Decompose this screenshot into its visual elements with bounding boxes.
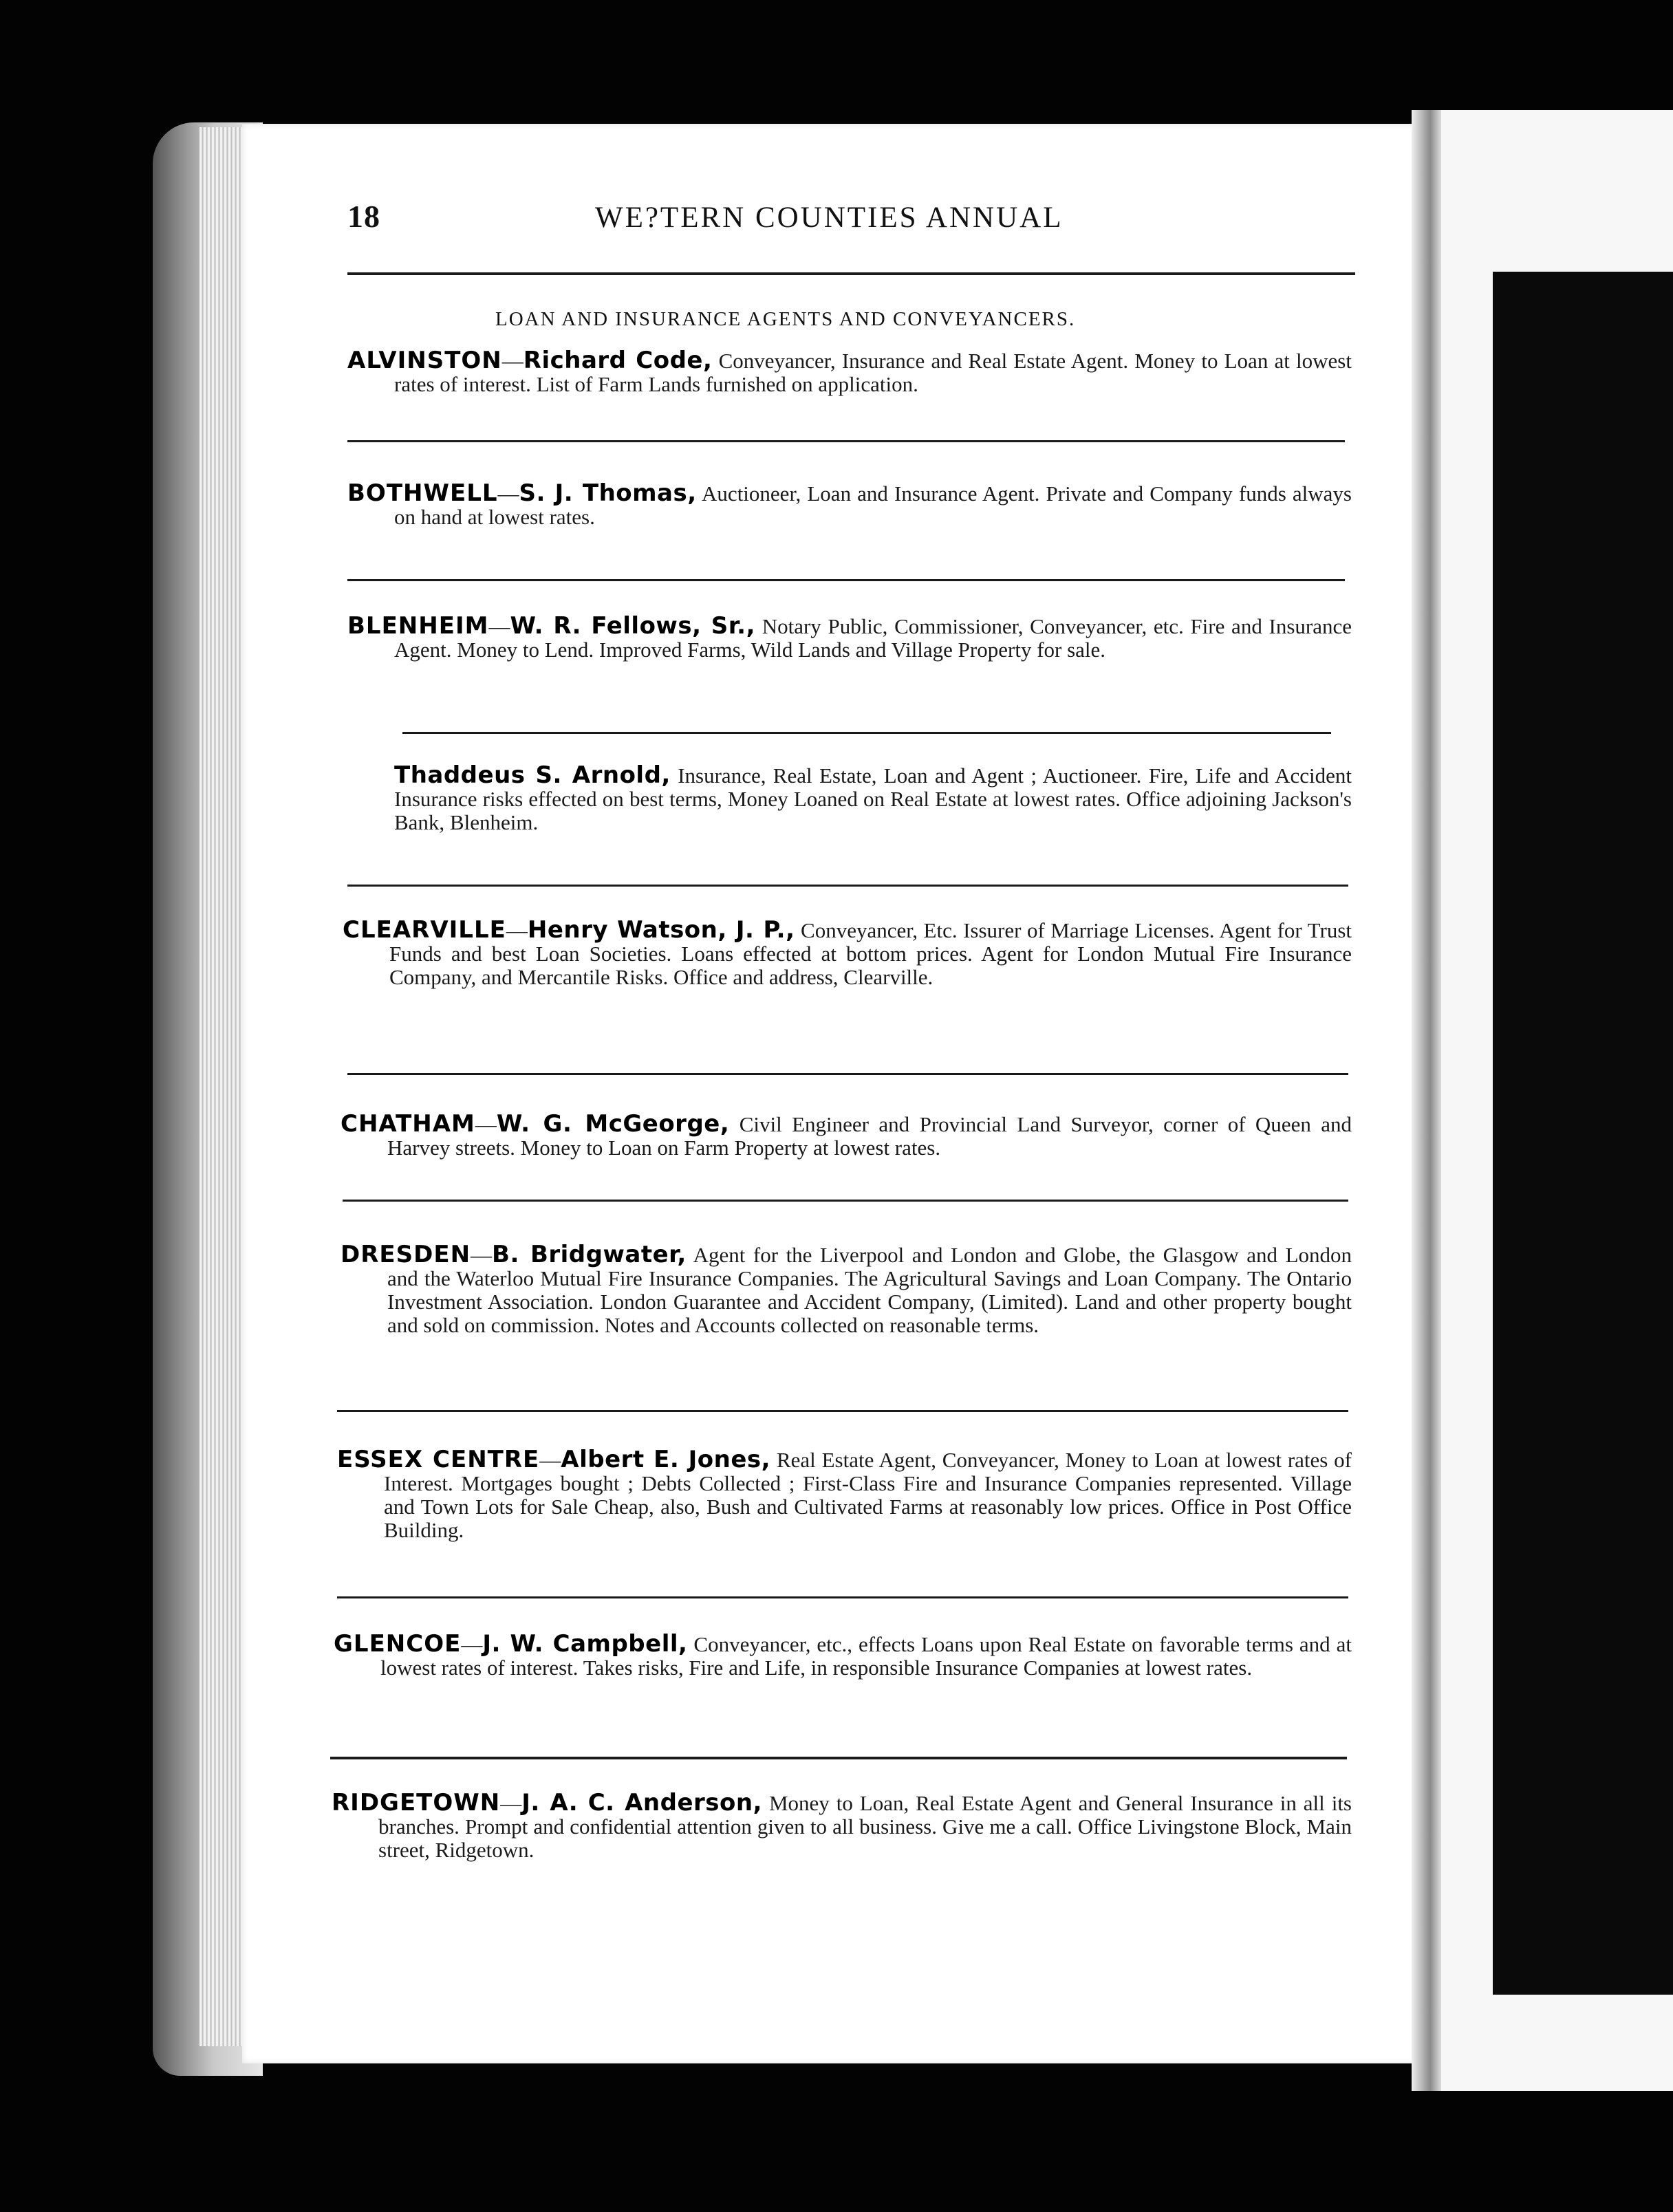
entry-place: CLEARVILLE — [343, 916, 506, 944]
entry-essex-centre — [337, 1448, 1352, 1542]
entry-place: ALVINSTON — [347, 347, 502, 374]
entry-divider — [343, 1200, 1348, 1202]
entry-place: RIDGETOWN — [332, 1789, 501, 1817]
page-number: 18 — [347, 199, 380, 234]
entry-divider — [337, 1410, 1348, 1412]
header-rule — [347, 272, 1355, 275]
entry-blenheim — [347, 614, 1352, 662]
entry-agent: J. W. Campbell, — [482, 1630, 688, 1658]
running-head — [347, 198, 1359, 246]
entry-dash: — — [500, 1791, 522, 1815]
entry-place: GLENCOE — [334, 1630, 462, 1658]
entry-place: BOTHWELL — [347, 479, 498, 507]
entry-bothwell — [347, 481, 1352, 529]
entry-text: Auctioneer, Loan and Insurance Agent. Private and Company funds always on hand at lowest rates. — [394, 481, 1352, 529]
entry-dash: — — [501, 349, 524, 373]
entry-dash: — — [488, 614, 510, 638]
entry-dash: — — [539, 1448, 561, 1472]
entry-dresden — [341, 1243, 1352, 1337]
entry-dash: — — [506, 918, 528, 942]
entry-divider — [347, 440, 1345, 442]
entry-place: ESSEX CENTRE — [337, 1446, 540, 1473]
entry-dash: — — [461, 1632, 483, 1656]
entry-agent: W. G. McGeorge, — [496, 1110, 730, 1138]
entry-glencoe — [334, 1632, 1352, 1680]
entry-dash: — — [471, 1243, 493, 1267]
entry-agent: Richard Code, — [523, 347, 713, 374]
entry-chatham — [341, 1112, 1352, 1160]
entry-divider — [347, 885, 1348, 887]
entry-place: DRESDEN — [341, 1241, 471, 1268]
entry-dash: — — [497, 481, 519, 506]
entry-alvinston — [347, 349, 1352, 396]
page-stack-edges — [199, 127, 248, 2046]
header-title: WE?TERN COUNTIES ANNUAL — [595, 202, 1064, 234]
entry-text: Insurance, Real Estate, Loan and Agent ; Auctioneer. Fire, Life and Accident Insurance risks effected on best terms, Money Loaned on Real Estate at lowest rates. Office adjoining Jackson's Bank, Blenheim. — [394, 763, 1352, 834]
entry-text: Civil Engineer and Provincial Land Surveyor, corner of Queen and Harvey streets. Money to Loan on Farm Property at lowest rates. — [387, 1112, 1352, 1160]
facing-page-dark-plate — [1493, 272, 1673, 1995]
entry-agent: W. R. Fellows, Sr., — [510, 612, 755, 640]
entry-text: Money to Loan, Real Estate Agent and General Insurance in all its branches. Prompt and confidential attention given to all business. Give me a call. Office Livingstone Block, Main street, Ridgetown. — [378, 1791, 1352, 1862]
entry-agent: Thaddeus S. Arnold, — [394, 761, 671, 789]
entry-text: Conveyancer, Insurance and Real Estate Agent. Money to Loan at lowest rates of interest. List of Farm Lands furnished on application. — [394, 349, 1352, 396]
entry-clearville — [343, 918, 1352, 989]
entry-agent: S. J. Thomas, — [519, 479, 697, 507]
entry-agent: Henry Watson, J. P., — [527, 916, 795, 944]
section-heading: LOAN AND INSURANCE AGENTS AND CONVEYANCERS. — [495, 308, 1076, 330]
entry-divider — [347, 1073, 1348, 1075]
entry-divider — [337, 1596, 1348, 1598]
entry-blenheim-arnold — [394, 763, 1352, 834]
entry-divider — [330, 1757, 1347, 1759]
entry-place: CHATHAM — [341, 1110, 475, 1138]
entry-text: Notary Public, Commissioner, Conveyancer, etc. Fire and Insurance Agent. Money to Lend. Improved Farms, Wild Lands and Village Property for sale. — [394, 614, 1352, 662]
entry-agent: J. A. C. Anderson, — [521, 1789, 763, 1817]
entry-text: Conveyancer, etc., effects Loans upon Real Estate on favorable terms and at lowest rates of interest. Takes risks, Fire and Life, in responsible Insurance Companies at lowest rates. — [380, 1632, 1352, 1680]
entry-place: BLENHEIM — [347, 612, 489, 640]
entry-divider-short — [402, 732, 1331, 734]
entry-text: Real Estate Agent, Conveyancer, Money to Loan at lowest rates of Interest. Mortgages bought ; Debts Collected ; First-Class Fire and Insurance Companies represented. Village and Town Lots for Sale Cheap, also, Bush and Cultivated Farms at reasonably low prices. Office in Post Office Building. — [384, 1448, 1352, 1542]
entry-divider — [347, 579, 1345, 581]
entry-text: Conveyancer, Etc. Issurer of Marriage Licenses. Agent for Trust Funds and best Loan Societies. Loans effected at bottom prices. Agent for London Mutual Fire Insurance Company, and Mercantile Risks. Office and address, Clearville. — [389, 918, 1352, 989]
entry-ridgetown — [332, 1791, 1352, 1862]
entry-agent: Albert E. Jones, — [561, 1446, 771, 1473]
book-page — [242, 124, 1427, 2063]
entry-text: Agent for the Liverpool and London and Globe, the Glasgow and London and the Waterloo Mutual Fire Insurance Companies. The Agricultural Savings and Loan Company. The Ontario Investment Association. London Guarantee and Accident Company, (Limited). Land and other property bought and sold on commission. Notes and Accounts collected on reasonable terms. — [387, 1243, 1352, 1337]
entry-agent: B. Bridgwater, — [492, 1241, 687, 1268]
entry-dash: — — [475, 1112, 497, 1136]
